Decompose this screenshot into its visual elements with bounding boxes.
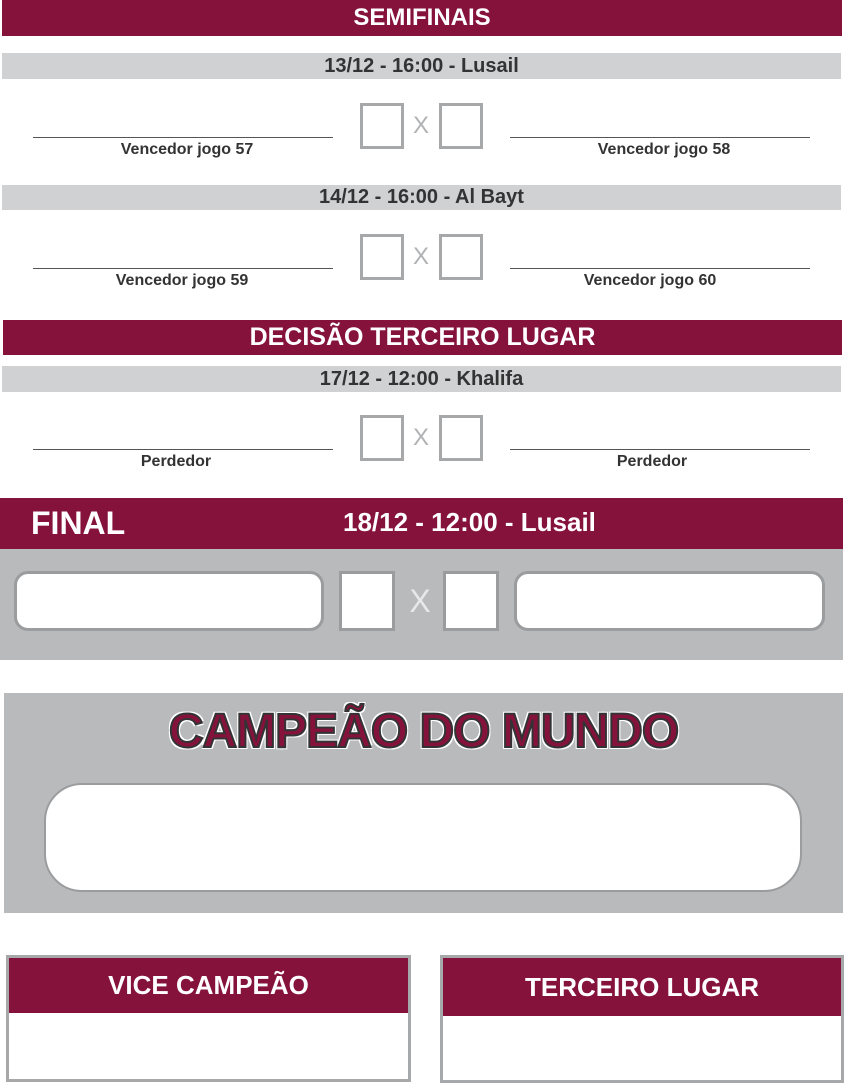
home-team-line <box>33 449 333 450</box>
final-away-team-field[interactable] <box>514 571 825 631</box>
match-info: 17/12 - 12:00 - Khalifa <box>319 367 524 390</box>
away-team-label: Perdedor <box>616 453 688 470</box>
match-info: 14/12 - 16:00 - Al Bayt <box>319 186 524 208</box>
match-info-bar <box>2 366 841 392</box>
runner-up-header <box>9 958 408 1013</box>
away-score-box[interactable] <box>439 103 483 149</box>
away-score-box[interactable] <box>439 415 483 461</box>
away-team-label: Vencedor jogo 58 <box>597 141 731 158</box>
final-home-team-field[interactable] <box>14 571 324 631</box>
champion-title: CAMPEÃO DO MUNDO <box>168 705 679 758</box>
match-info-bar <box>2 185 841 210</box>
home-team-label: Vencedor jogo 57 <box>120 141 254 158</box>
versus-separator: X <box>412 112 429 139</box>
semifinals-header <box>2 0 842 36</box>
match-info: 13/12 - 16:00 - Lusail <box>324 54 519 77</box>
runner-up-card <box>6 955 411 1082</box>
home-score-box[interactable] <box>360 103 404 149</box>
third-place-card-title: TERCEIRO LUGAR <box>525 971 759 1002</box>
final-home-score-box[interactable] <box>339 571 395 631</box>
away-team-label: Vencedor jogo 60 <box>583 272 717 289</box>
final-versus-separator: X <box>409 583 431 619</box>
final-title: FINAL <box>31 505 126 541</box>
match-info-bar <box>2 53 841 79</box>
home-team-line <box>33 268 333 269</box>
away-team-line <box>510 137 810 138</box>
away-score-box[interactable] <box>439 234 483 280</box>
home-score-box[interactable] <box>360 234 404 280</box>
third-place-header <box>3 320 842 355</box>
runner-up-title: VICE CAMPEÃO <box>108 970 309 1000</box>
versus-separator: X <box>412 243 429 270</box>
versus-separator: X <box>412 424 429 451</box>
champion-field[interactable] <box>44 783 802 892</box>
away-team-line <box>510 268 810 269</box>
third-place-card <box>440 955 844 1083</box>
away-team-line <box>510 449 810 450</box>
home-score-box[interactable] <box>360 415 404 461</box>
home-team-label: Vencedor jogo 59 <box>115 272 249 289</box>
home-team-label: Perdedor <box>140 453 212 470</box>
final-away-score-box[interactable] <box>443 571 499 631</box>
final-info: 18/12 - 12:00 - Lusail <box>343 507 596 537</box>
third-place-card-header <box>443 958 841 1016</box>
third-place-title: DECISÃO TERCEIRO LUGAR <box>249 323 596 351</box>
home-team-line <box>33 137 333 138</box>
final-header <box>0 498 843 549</box>
semifinals-title: SEMIFINAIS <box>353 4 491 31</box>
